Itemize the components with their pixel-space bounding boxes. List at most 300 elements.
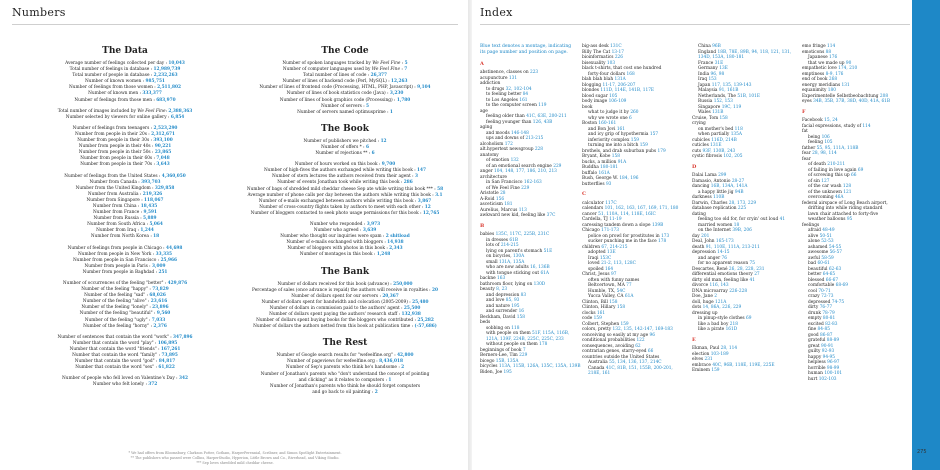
index-pages: 158 (611, 154, 620, 159)
index-pages: 98-99 (826, 365, 840, 371)
index-pages: 131 (508, 75, 518, 81)
stat-value: 106,895 (157, 340, 178, 346)
index-pages: 113A, 115B, 126A, 135C, 135A, 139B (498, 364, 581, 370)
stat-value: 393,100 (153, 138, 173, 144)
index-pages: 105 (609, 93, 618, 99)
index-term: Bryant, Kobe (582, 154, 612, 159)
index-term: crazy (808, 294, 822, 299)
index-term: grateful (808, 338, 827, 343)
index-pages: 184, 196 (619, 176, 639, 181)
index-term: of sin (808, 178, 822, 184)
index-pages: 229 (521, 185, 530, 191)
index-pages: 135C, 117C, 225B, 231C (495, 232, 550, 238)
index-term: anger (480, 169, 495, 175)
stat-value: 5,889 (143, 216, 157, 222)
stat-label: Number of bags of shredded mild cheddar cheese Sep ate while writing this book *** : (246, 186, 438, 192)
index-term: beginnings of book (480, 347, 523, 353)
index-term: lying on parent's stomach (486, 248, 544, 254)
index-pages: 84-85 (817, 327, 830, 332)
index-pages: 16, 136B (530, 265, 550, 271)
index-term: Australia (588, 360, 610, 365)
index-term: Deal, John (692, 239, 716, 244)
index-term: DNA microarray (692, 288, 730, 294)
index-term: when partially (698, 132, 731, 137)
index-pages: 96-97 (827, 360, 840, 365)
index-term: blood sugar (582, 93, 610, 99)
index-term: countries outside the United States (582, 354, 660, 360)
stat-value: 42,800 (397, 353, 414, 359)
index-term: calendars (582, 206, 605, 211)
index-term: asceticism (480, 202, 505, 208)
index-pages: 131A, 135A (498, 259, 525, 265)
stat-label: Number of servers : (320, 103, 367, 109)
index-pages: 67, 214-215 (601, 244, 628, 250)
stat-label: : (400, 67, 405, 73)
index-pages: 8, 23 (496, 287, 508, 293)
index-term: Facebook (802, 118, 825, 123)
index-pages: 163 (497, 276, 506, 282)
index-term: equanimity (802, 88, 828, 93)
index-term: emoticons (802, 49, 826, 55)
index-pages: 159 (593, 316, 602, 321)
index-term: big-ass desk (582, 44, 611, 49)
index-pages: 179 (657, 148, 666, 154)
index-pages: 72-73 (821, 294, 834, 299)
index-pages: 75 (749, 261, 755, 266)
index-term: butterflies (582, 181, 606, 187)
index-term: Christ, Jesus (582, 272, 611, 277)
index-pages: 102, 205 (723, 154, 743, 159)
index-pages: 268 (828, 77, 838, 82)
index-pages: 37C (546, 213, 556, 219)
index-pages: 18B, 78E, 89B, 94, 118, 121, 131, (717, 49, 792, 55)
stat-label: Number of the feeling "beautiful" : (79, 311, 157, 317)
index-pages: 14-15 (717, 250, 730, 255)
page-number: 275 (917, 449, 927, 455)
index-pages: 106-109 (608, 99, 627, 104)
stat-value: 58 (437, 186, 444, 192)
index-pages: 94B (734, 189, 744, 195)
index-term: blondes (582, 88, 601, 93)
index-term: and moods (486, 130, 512, 136)
stat-value: 118,067 (144, 197, 164, 203)
index-pages: 114 (827, 44, 836, 49)
index-term: hurt (808, 376, 819, 382)
index-term: dirty (808, 305, 820, 310)
stat-value: 73,829 (152, 287, 169, 293)
index-term: cool (808, 288, 819, 294)
footnote-line: ** The publishers who passed were Collins, HarperStudio, Hyperion, Little Brown and Co., Riverhead, and Viking Studio. (130, 455, 340, 460)
footnote-line: * We had offers from Bloomsbury, Clarkson Potter, Gotham, HarperPerennial, Scribner, and Simon Spotlight Entertainment. (128, 451, 342, 455)
index-term: married women (698, 222, 734, 228)
index-term: death (692, 244, 706, 250)
index-term: Beltcertown, MA (588, 283, 627, 288)
stat-value: 2,232,263 (153, 73, 178, 79)
stat-label: Number from South Africa : (87, 222, 150, 228)
index-term: Descartes, René (692, 266, 729, 272)
index-term: database replication (692, 206, 738, 211)
index-pages: 180-181 (600, 165, 618, 170)
index-term: guilty (808, 349, 822, 354)
index-term: Iraq (698, 77, 709, 82)
index-term: Wales (698, 110, 713, 115)
stat-value: 2 (401, 365, 405, 371)
footnotes (110, 451, 360, 465)
stat-value: 3,009 (152, 263, 166, 269)
index-term: of the car wash (808, 184, 843, 189)
stat-label: Number from people in their 60s : (80, 156, 157, 162)
stat-value: 33,335 (155, 251, 173, 257)
index-term: like a bad boy (698, 321, 730, 327)
stat-label: Number of publishers we pitched : (303, 138, 381, 144)
index-term: like a pirate (698, 327, 726, 332)
stat-value: 12,263 (391, 79, 408, 85)
index-pages: 231 (704, 357, 713, 362)
stat-label: Number from people in their 40s : (78, 144, 155, 150)
stat-label: Number that contain the word "friends" : (69, 346, 161, 352)
stat-value: 2,523,290 (153, 125, 178, 131)
footnote-line: *** Sep loves shredded mild cheddar cheese. (196, 460, 274, 465)
index-term: awesome (808, 250, 830, 255)
index-term: cubicles (692, 137, 712, 143)
index-pages: 18 (733, 222, 740, 228)
stat-value: 7 (404, 67, 408, 73)
numbers-column-right (240, 46, 450, 404)
index-pages: 69 (746, 316, 752, 321)
index-term: Colbert, Stephen (582, 321, 621, 327)
index-pages: 116, 143 (709, 283, 729, 288)
stat-label: Number of lines of frontend code (Processing, HTML, PHP, Javascript) : (259, 85, 418, 91)
index-pages: 195 (511, 303, 520, 309)
index-pages: 158 (719, 115, 728, 121)
index-term: A-Roid (480, 196, 496, 202)
index-term: feeling older than (486, 114, 527, 120)
index-pages: 161 (616, 126, 626, 132)
index-term: of screwing this up (808, 173, 852, 178)
stat-label: Number from people in Paris : (84, 263, 152, 269)
index-pages: 180 (827, 88, 836, 93)
stat-italic-title: We Feel Fine (372, 61, 401, 66)
index-term: of failing in love again (808, 167, 858, 173)
stat-label: Number of lines of book statistics code (Java) : (286, 91, 390, 97)
index-pages: 84 (522, 92, 529, 98)
index-term: Iraqi (588, 255, 600, 261)
stat-value: 3,973 (366, 221, 381, 227)
index-pages: 13E (607, 250, 616, 255)
index-term: crying (692, 121, 706, 126)
index-term: in pinup-style clothes (698, 316, 746, 321)
index-pages: 226 (614, 55, 624, 60)
index-term: empty (808, 316, 823, 321)
index-pages: 161A (598, 170, 610, 176)
index-term: contrarian genes, starry-eyed (582, 349, 648, 354)
stat-value: 23,616 (150, 299, 168, 305)
index-term: differential emotions theory (692, 272, 755, 277)
index-pages: 178 (539, 342, 548, 348)
index-pages: 121A, 139F, 224B, 225C, 225C, 233 (486, 336, 564, 342)
index-term: and love (486, 298, 506, 304)
index-pages: 160-161 (598, 121, 617, 126)
stat-label: Number of Sep's parents who think he's handsome : (285, 365, 402, 371)
index-pages: 104, 148, 177, 186, 210, 213 (494, 169, 557, 175)
index-pages: 94-95 (822, 354, 836, 360)
index-term: children (582, 244, 602, 250)
section-title: The Code (321, 46, 369, 56)
index-term: of the unknown (808, 189, 844, 195)
index-pages: 51F, 115A, 116B, (532, 331, 570, 337)
index-pages: 214-215 (500, 243, 519, 249)
index-term: backne (480, 276, 497, 282)
index-term: awful (808, 255, 822, 261)
stat-label: Number who agreed : (313, 228, 363, 234)
index-pages: 62 (635, 343, 641, 349)
index-pages: 96, 98 (710, 71, 725, 77)
index-pages: 159 (630, 137, 639, 143)
index-pages: 218E, 161 (588, 371, 611, 376)
index-pages: 127 (821, 178, 830, 184)
index-pages: 26, 28, 228, 231 (728, 266, 765, 272)
index-pages: 128 (842, 184, 852, 189)
stat-value: 251 (158, 269, 168, 275)
index-term: in dresses (486, 237, 510, 243)
index-term: caressing tandem down a slope (582, 222, 652, 228)
stat-value: 5 (404, 61, 408, 66)
index-pages: 110B (713, 195, 725, 200)
index-pages: 28-27 (731, 178, 745, 184)
stat-label: Number of Jonathan's parents who "don't understand the concept of pointing (260, 371, 430, 377)
index-pages: 139B (651, 222, 664, 228)
index-pages: 208 (879, 93, 889, 99)
stat-value: 25,282 (417, 318, 434, 324)
index-pages: 228 (534, 147, 544, 153)
index-pages: 6 (629, 115, 632, 121)
index-column-2 (582, 44, 686, 377)
stat-value: 429,876 (167, 281, 188, 286)
index-term: conditional probabilities (582, 338, 637, 343)
index-term: with people on them (486, 331, 533, 337)
stat-value: 1 (388, 377, 392, 383)
index-pages: 92-93 (821, 349, 835, 354)
stat-label: Number from people in San Francisco : (72, 257, 161, 263)
index-pages: 168 (626, 71, 635, 77)
index-term: aging (480, 125, 493, 131)
index-term: great (808, 343, 822, 349)
index-pages: 86-87 (820, 332, 833, 338)
stat-label: Number of feelings from the United States : (64, 173, 162, 179)
stat-value: 84,817 (158, 359, 176, 365)
index-pages: 76 (721, 255, 727, 261)
index-term: dancing (692, 184, 711, 189)
index-intro: Blue text denotes a montage, indicating its page number and position on page. (480, 44, 572, 55)
index-pages: 80-81 (822, 316, 836, 321)
index-pages: 172 (504, 141, 513, 147)
index-pages: 131 (841, 82, 850, 88)
index-pages: 158 (516, 314, 525, 320)
index-pages: 46A (834, 195, 844, 200)
index-term: doll, huge (692, 299, 716, 305)
index-term: human (808, 371, 825, 376)
index-term: fine (808, 327, 818, 332)
index-pages: 158 (609, 299, 618, 305)
index-term: small (486, 259, 499, 265)
index-term: book (582, 104, 593, 110)
index-pages: 117, 135, 139-143 (711, 82, 752, 88)
index-term: feeling (808, 140, 825, 145)
stat-label: Number of the feeling "lonely" : (81, 305, 153, 311)
index-term: police on prowl for prostitutes in (588, 233, 662, 239)
index-pages: 102-103 (818, 376, 837, 382)
index-term: turning me into a bitch (588, 143, 640, 148)
stat-label: Number of the feeling "horny" : (83, 323, 154, 329)
index-pages: 173 (661, 233, 670, 239)
index-pages: 27 (754, 272, 760, 277)
index-term: Clinton, Bill (582, 299, 610, 305)
index-pages: 159 (620, 321, 629, 327)
index-term: drifting into while riding standard (808, 206, 883, 211)
index-term: divorce (692, 283, 710, 288)
index-term: Biden, Joe (480, 369, 504, 375)
stat-label: Number from people in New York : (77, 251, 156, 257)
index-term: abstinence, classes on (480, 70, 530, 76)
index-term: emo fringe (802, 44, 828, 49)
index-term: feeling younger than (486, 119, 533, 125)
index-term: cancer (582, 211, 599, 217)
index-term: and nature (486, 303, 512, 309)
stats-section (20, 46, 230, 389)
stat-value: 3,643 (156, 162, 170, 168)
index-pages: 90-91 (821, 343, 834, 349)
stat-label: Number of lines of book graphics code (Processing) : (279, 97, 397, 103)
index-term: beds (480, 320, 491, 326)
index-term: brothels, and drab suburban pubs (582, 148, 658, 154)
index-pages: 126, 43B (532, 119, 553, 125)
index-pages: 7 (522, 347, 526, 353)
stat-row (240, 110, 450, 116)
index-term: federal airspace of Long Beach airport, (802, 200, 888, 206)
stat-label: Percentage of sales (once advance is repaid) the authors will receive in royalties : (252, 287, 432, 293)
index-pages: 164 (604, 266, 614, 272)
stat-value: 9,560 (156, 311, 171, 317)
index-term: Aurelius, Marcus (480, 207, 519, 213)
stat-label: Number who felt lonely : (92, 382, 149, 388)
index-term: on the Internet (698, 228, 733, 233)
index-pages: 28, 173, 229 (728, 200, 757, 206)
index-term: end of book (802, 77, 829, 82)
stat-label: Number of bloggers contacted to seek photo usage permissions for this book : (250, 210, 423, 216)
index-pages: 41C, 63E, 200-211 (526, 114, 567, 120)
index-pages: 225 (737, 206, 747, 211)
index-pages: 64-65 (822, 272, 836, 277)
index-term: Billy The Cat (582, 49, 612, 55)
index-entry (480, 213, 578, 219)
right-header-rule (480, 24, 910, 25)
index-term: of an emotional search engine (486, 163, 554, 169)
index-term: horrible (808, 365, 827, 371)
index-pages: 28, 98, 114 (812, 151, 837, 156)
index-term: eyes (802, 99, 814, 104)
index-term: body image (582, 99, 609, 104)
index-pages: 2 (714, 294, 718, 299)
stat-label: : (400, 61, 405, 66)
index-term: Doe, Jane (692, 294, 715, 299)
index-term: Japan (698, 82, 712, 88)
index-pages: 15, 24 (824, 118, 838, 123)
index-pages: 60-61 (817, 261, 830, 266)
index-pages: 91, 110E, 111A, 213-211 (705, 244, 760, 250)
stat-value: 3 (414, 174, 418, 180)
index-pages: 54C (616, 288, 626, 294)
stat-label: Number of feelings from those women : (69, 85, 158, 91)
index-pages: 13-17 (611, 49, 624, 55)
stat-value: 8,436,018 (379, 359, 403, 365)
stat-value: (-57,686) (414, 324, 437, 330)
index-entry (802, 99, 910, 105)
index-term: Berners-Lee, Tim (480, 353, 520, 359)
index-pages: 85, 93 (505, 298, 520, 304)
numbers-column-left (20, 46, 230, 397)
index-term: bioinformatics (582, 55, 615, 60)
stat-row (240, 252, 450, 258)
index-pages: 165-173 (715, 239, 734, 244)
index-pages: 178 (658, 239, 667, 244)
stat-label: Number selected by viewers for online gallery : (65, 114, 171, 120)
index-term: empathetic love (802, 66, 839, 71)
stat-value: 25,966 (160, 257, 178, 263)
stat-italic-title: We Feel Fine (137, 108, 166, 114)
index-pages: 171-173 (601, 228, 619, 233)
index-term: dirty old man, feeling like (692, 277, 750, 283)
index-term: fear (802, 151, 813, 156)
index-term: awkward new kid, feeling like (480, 213, 547, 219)
index-pages: 51E (543, 248, 553, 254)
stat-label: Number of Google search results for "wefeelfine.org" : (276, 353, 398, 359)
index-pages: 119 (538, 103, 547, 109)
index-pages: 114 (862, 123, 871, 129)
stat-label: Number from people in their 20s : (74, 131, 152, 137)
index-term: inferiority complex (588, 137, 631, 143)
stat-label: Number of stern lectures the authors received from their agent : (272, 174, 415, 180)
stat-label: Number from people in Baghdad : (82, 269, 159, 275)
index-term: blogging (582, 82, 603, 88)
index-term: conceiving so easily at my age (582, 332, 650, 338)
index-pages: 41C, 81B, 151, 155B, 200-201, (605, 365, 673, 371)
index-pages: 121A (715, 299, 727, 305)
index-term: lawn chair attached to forty-five (808, 211, 879, 217)
index-pages: 176 (829, 55, 838, 60)
index-term: better (808, 272, 823, 277)
index-term: and Bon Jovi (588, 126, 617, 132)
index-pages: 69 (857, 167, 864, 173)
stat-value: 4,360,050 (161, 173, 186, 179)
stat-label: Number of the feeling "ugly" : (84, 317, 152, 323)
stat-value: 18 (153, 234, 160, 240)
index-entry (692, 368, 798, 374)
stat-value: 985,751 (145, 79, 165, 85)
stat-value: 14,938 (387, 240, 404, 246)
stat-label: Number from the United Kingdom : (75, 185, 155, 191)
stat-label: Total number of people in database : (72, 73, 154, 79)
index-pages: 118 (511, 325, 520, 331)
index-term: buffalo (582, 170, 599, 176)
index-term: architecture (480, 174, 507, 180)
index-pages: 40C, 96B, 118E, 119E, 225E (712, 362, 775, 368)
index-pages: 153C (599, 255, 612, 261)
index-term: Yucca Valley, CA (588, 294, 625, 299)
index-pages: 28, 114 (720, 346, 738, 351)
index-pages: 118 (734, 126, 743, 132)
stat-value: 25,480 (412, 299, 429, 305)
stat-label: Number of spoken languages tracked by (282, 61, 373, 66)
